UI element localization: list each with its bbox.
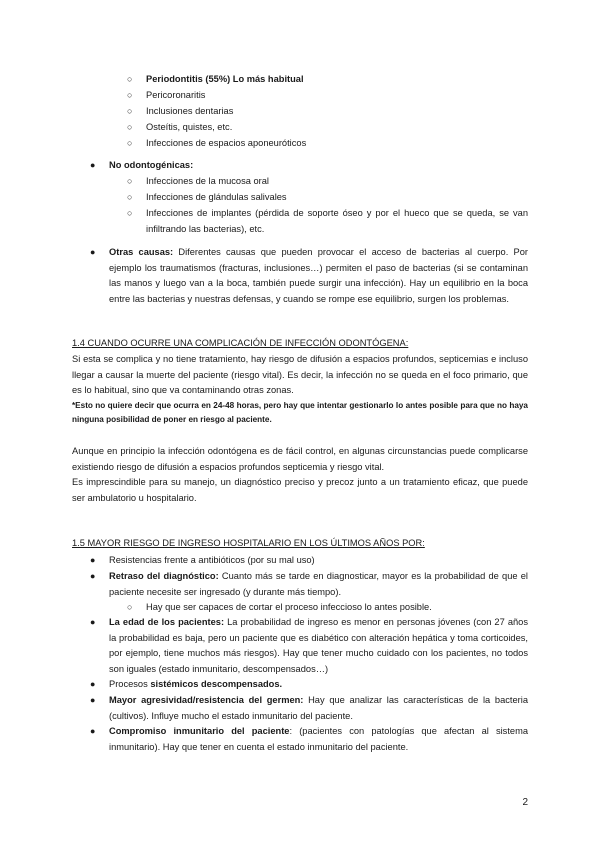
page-number: 2	[522, 797, 528, 808]
list-item: Infecciones de la mucosa oral	[146, 176, 269, 186]
section-heading-1-5: 1.5 MAYOR RIESGO DE INGRESO HOSPITALARIO EN LOS ÚLTIMOS AÑOS POR:	[72, 538, 425, 548]
list-item	[109, 724, 528, 755]
item-title: sistémicos descompensados.	[150, 679, 283, 689]
list-item	[109, 569, 528, 600]
item-title: Mayor agresividad/resistencia del germen:	[109, 695, 304, 705]
circle-bullet-icon: ○	[127, 176, 133, 186]
list-item: Periodontitis (55%) Lo más habitual	[146, 74, 304, 84]
list-item: Infecciones de espacios aponeuróticos	[146, 138, 307, 148]
circle-bullet-icon: ○	[127, 106, 133, 116]
list-item: Infecciones de implantes (pérdida de soporte óseo y por el hueco que se queda, se van infiltrando las bacterias), etc.	[146, 208, 528, 234]
circle-bullet-icon: ○	[127, 138, 133, 148]
item-text: Procesos	[109, 679, 151, 689]
item-title: Retraso del diagnóstico:	[109, 571, 219, 581]
disc-bullet-icon: ●	[90, 726, 96, 736]
list-item: Infecciones de glándulas salivales	[146, 192, 287, 202]
circle-bullet-icon: ○	[127, 208, 133, 218]
list-item	[109, 693, 528, 724]
disc-bullet-icon: ●	[90, 571, 96, 581]
circle-bullet-icon: ○	[127, 192, 133, 202]
item-text: La probabilidad de ingreso es menor en personas jóvenes (con 27 años la probabilidad es baja, pero un paciente que es diabético con alteración hepática y toma corticoides, por ejemplo, tiene muchos más riesgos). Hay que tener mucho cuidado con los pacientes, no todos son iguales (estado inmunitario, descompensados…)	[109, 617, 528, 674]
circle-bullet-icon: ○	[127, 74, 133, 84]
list-item	[109, 677, 282, 693]
disc-bullet-icon: ●	[90, 160, 96, 170]
disc-bullet-icon: ●	[90, 617, 96, 627]
paragraph: Es imprescindible para su manejo, un diagnóstico preciso y precoz junto a un tratamiento eficaz, que puede ser ambulatorio u hospitalario.	[72, 477, 528, 503]
list-item: Osteítis, quistes, etc.	[146, 122, 233, 132]
otras-causas-paragraph	[109, 245, 528, 307]
disc-bullet-icon: ●	[90, 695, 96, 705]
list-item: Resistencias frente a antibióticos (por su mal uso)	[109, 555, 315, 565]
item-text: Hay que analizar las características de la bacteria (cultivos). Influye mucho el estado inmunitario del paciente.	[109, 695, 528, 721]
item-title: Compromiso inmunitario del paciente	[109, 726, 290, 736]
item-title: La edad de los pacientes:	[109, 617, 225, 627]
paragraph: Si esta se complica y no tiene tratamiento, hay riesgo de difusión a espacios profundos, septicemias e incluso llegar a causar la muerte del paciente (riesgo vital). Es decir, la infección no se queda en el foco primario, que es lo habitual, sino que va contaminando otras zonas.	[72, 354, 528, 395]
list-item: Pericoronaritis	[146, 90, 206, 100]
item-text: : (pacientes con patologías que afectan al sistema inmunitario). Hay que tener en cuenta el estado inmunitario del paciente.	[109, 726, 528, 752]
disc-bullet-icon: ●	[90, 247, 96, 257]
disc-bullet-icon: ●	[90, 555, 96, 565]
paragraph: Aunque en principio la infección odontógena es de fácil control, en algunas circunstancias puede complicarse existiendo riesgo de difusión a espacios profundos septicemia y riesgo vital.	[72, 446, 528, 472]
disc-bullet-icon: ●	[90, 679, 96, 689]
list-item	[109, 615, 528, 677]
list-item: Hay que ser capaces de cortar el proceso infeccioso lo antes posible.	[146, 602, 432, 612]
no-odonto-title: No odontogénicas:	[109, 160, 194, 170]
circle-bullet-icon: ○	[127, 122, 133, 132]
list-item: Inclusiones dentarias	[146, 106, 234, 116]
section-heading-1-4: 1.4 CUANDO OCURRE UNA COMPLICACIÓN DE INFECCIÓN ODONTÓGENA:	[72, 338, 409, 348]
otras-title: Otras causas:	[109, 247, 174, 257]
circle-bullet-icon: ○	[127, 602, 133, 612]
note: *Esto no quiere decir que ocurra en 24-48 horas, pero hay que intentar gestionarlo lo antes posible para que no haya ninguna posibilidad de poner en riesgo al paciente.	[72, 401, 528, 424]
circle-bullet-icon: ○	[127, 90, 133, 100]
item-text: Cuanto más se tarde en diagnosticar, mayor es la probabilidad de que el paciente necesite ser ingresado (y durante más tiempo).	[109, 571, 528, 597]
otras-text: Diferentes causas que pueden provocar el acceso de bacterias al cuerpo. Por ejemplo los traumatismos (fracturas, inclusiones…) permiten el paso de bacterias (si se contaminan las manos y luego van a la boca, también puede surgir una infección). Hay un equilibrio en la boca entre las bacterias y nuestras defensas, y cuando se rompe ese equilibrio, surgen los problemas.	[109, 247, 529, 304]
